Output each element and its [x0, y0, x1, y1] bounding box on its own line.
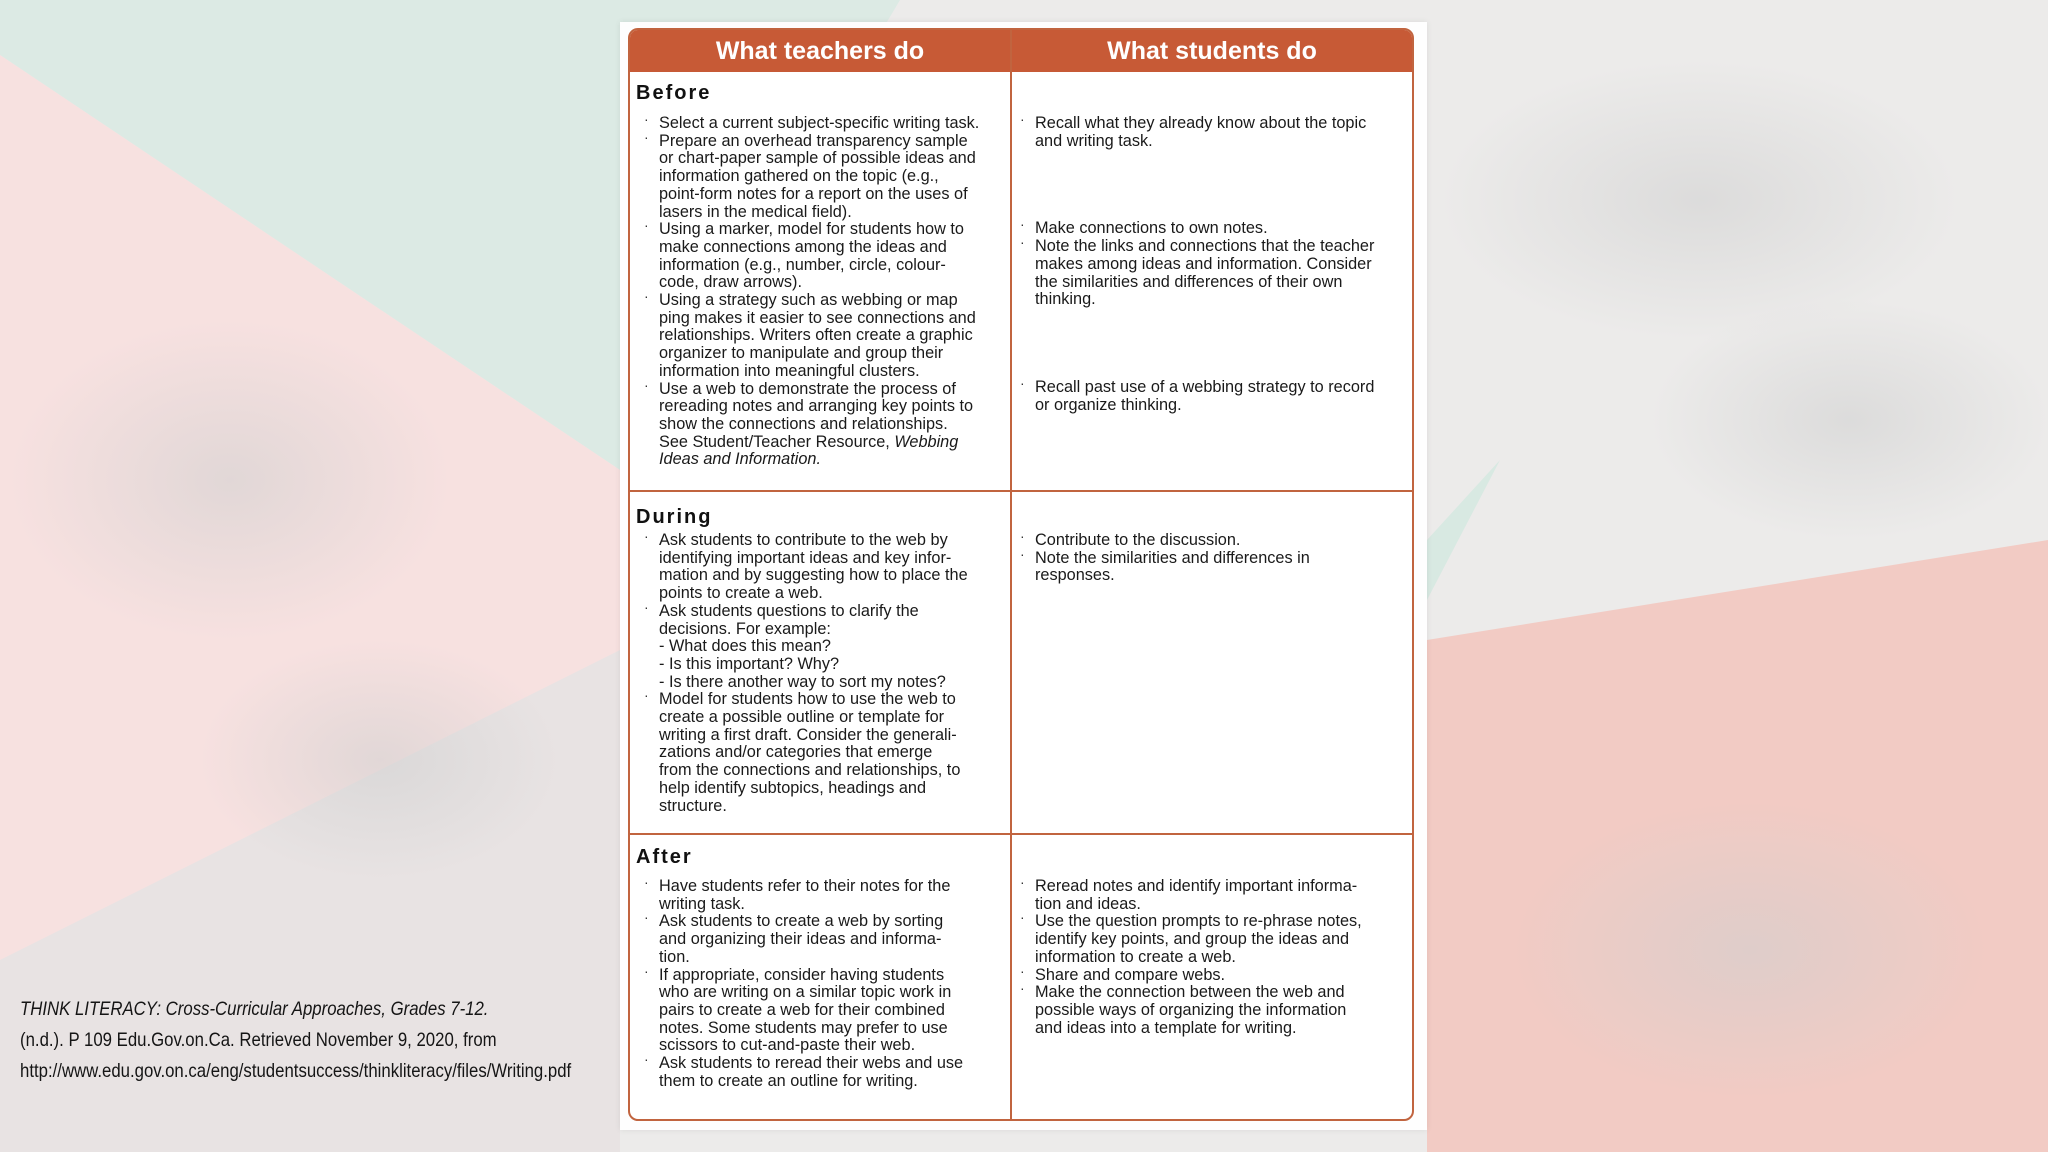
list-item: - Is there another way to sort my notes?: [659, 672, 946, 691]
list-item: · Model for students how to use the web to create a possible outline or template for writing a first draft. Consider the generali- zations and/or categories that emerge from the connections and relationships, to help identify subtopics, headings and structure.: [642, 691, 1012, 815]
list-item: - Is this important? Why?: [659, 654, 840, 673]
list-item: · Ask students to create a web by sorting and organizing their ideas and informa- tion.: [642, 913, 1012, 966]
list-item: · Using a strategy such as webbing or map ping makes it easier to see connections and relationships. Writers often create a graphic organizer to manipulate and group their information into meaningful clusters.: [642, 292, 1012, 381]
list-item: · Note the similarities and differences in responses.: [1018, 550, 1414, 585]
during-teachers-list: [642, 532, 1012, 815]
citation-caption: [20, 994, 572, 1087]
list-item: · Note the links and connections that the teacher makes among ideas and information. Consider the similarities and differences of their own thinking.: [1018, 238, 1414, 309]
list-item: · Use the question prompts to re-phrase notes, identify key points, and group the ideas and information to create a web.: [1018, 913, 1414, 966]
citation-title: THINK LITERACY: Cross-Curricular Approaches, Grades 7-12.: [20, 998, 489, 1020]
row-divider-before: [630, 490, 1412, 492]
document-page: [620, 22, 1427, 1130]
phase-heading-before: Before: [636, 82, 712, 104]
list-item: · Using a marker, model for students how to make connections among the ideas and information (e.g., number, circle, colour- code, draw arrows).: [642, 221, 1012, 292]
list-item: · Ask students to reread their webs and use them to create an outline for writing.: [642, 1055, 1012, 1090]
after-students-list: [1018, 878, 1414, 1037]
phase-heading-after: After: [636, 846, 693, 868]
list-item: · Prepare an overhead transparency sample or chart-paper sample of possible ideas and information gathered on the topic (e.g., point-form notes for a report on the uses of lasers in the medical field).: [642, 133, 1012, 222]
row-divider-during: [630, 833, 1412, 835]
list-item: · Use a web to demonstrate the process of rereading notes and arranging key points to show the connections and relationships. See Student/Teacher Resource, Webbing Ideas and Information.: [642, 381, 1012, 470]
list-item: · Reread notes and identify important informa- tion and ideas.: [1018, 878, 1414, 913]
citation-rest: (n.d.). P 109 Edu.Gov.on.Ca. Retrieved November 9, 2020, from http://www.edu.gov.on.ca/eng/studentsuccess/thinkliteracy/files/Writing.pdf: [20, 1029, 572, 1082]
after-teachers-list: [642, 878, 1012, 1090]
resource-title: Webbing Ideas and Information.: [659, 432, 959, 469]
list-item: · Share and compare webs.: [1018, 967, 1414, 985]
list-item: · Recall past use of a webbing strategy to record or organize thinking.: [1018, 379, 1414, 414]
header-teachers: What teachers do: [715, 36, 925, 65]
strategy-table: [628, 28, 1414, 1121]
list-item: · Ask students to contribute to the web by identifying important ideas and key infor- mation and by suggesting how to place the points to create a web.: [642, 532, 1012, 603]
before-teachers-list: [642, 115, 1012, 469]
list-item: · Contribute to the discussion.: [1018, 532, 1414, 550]
phase-heading-during: During: [636, 506, 713, 528]
list-item: · Make connections to own notes.: [1018, 220, 1414, 238]
list-item: · Recall what they already know about the topic and writing task.: [1018, 115, 1414, 150]
list-item: · Select a current subject-specific writing task.: [642, 115, 1012, 133]
during-students-list: [1018, 532, 1414, 585]
before-students-list: [1018, 115, 1414, 414]
list-item: - What does this mean?: [659, 637, 831, 656]
list-item: · Have students refer to their notes for the writing task.: [642, 878, 1012, 913]
header-students: What students do: [1107, 36, 1317, 65]
list-item: · Ask students questions to clarify the decisions. For example:: [642, 603, 1012, 638]
table-header: [630, 30, 1412, 72]
list-item: · Make the connection between the web and possible ways of organizing the information and ideas into a template for writing.: [1018, 984, 1414, 1037]
list-item: · If appropriate, consider having students who are writing on a similar topic work in pairs to create a web for their combined notes. Some students may prefer to use scissors to cut-and-paste their web.: [642, 967, 1012, 1056]
